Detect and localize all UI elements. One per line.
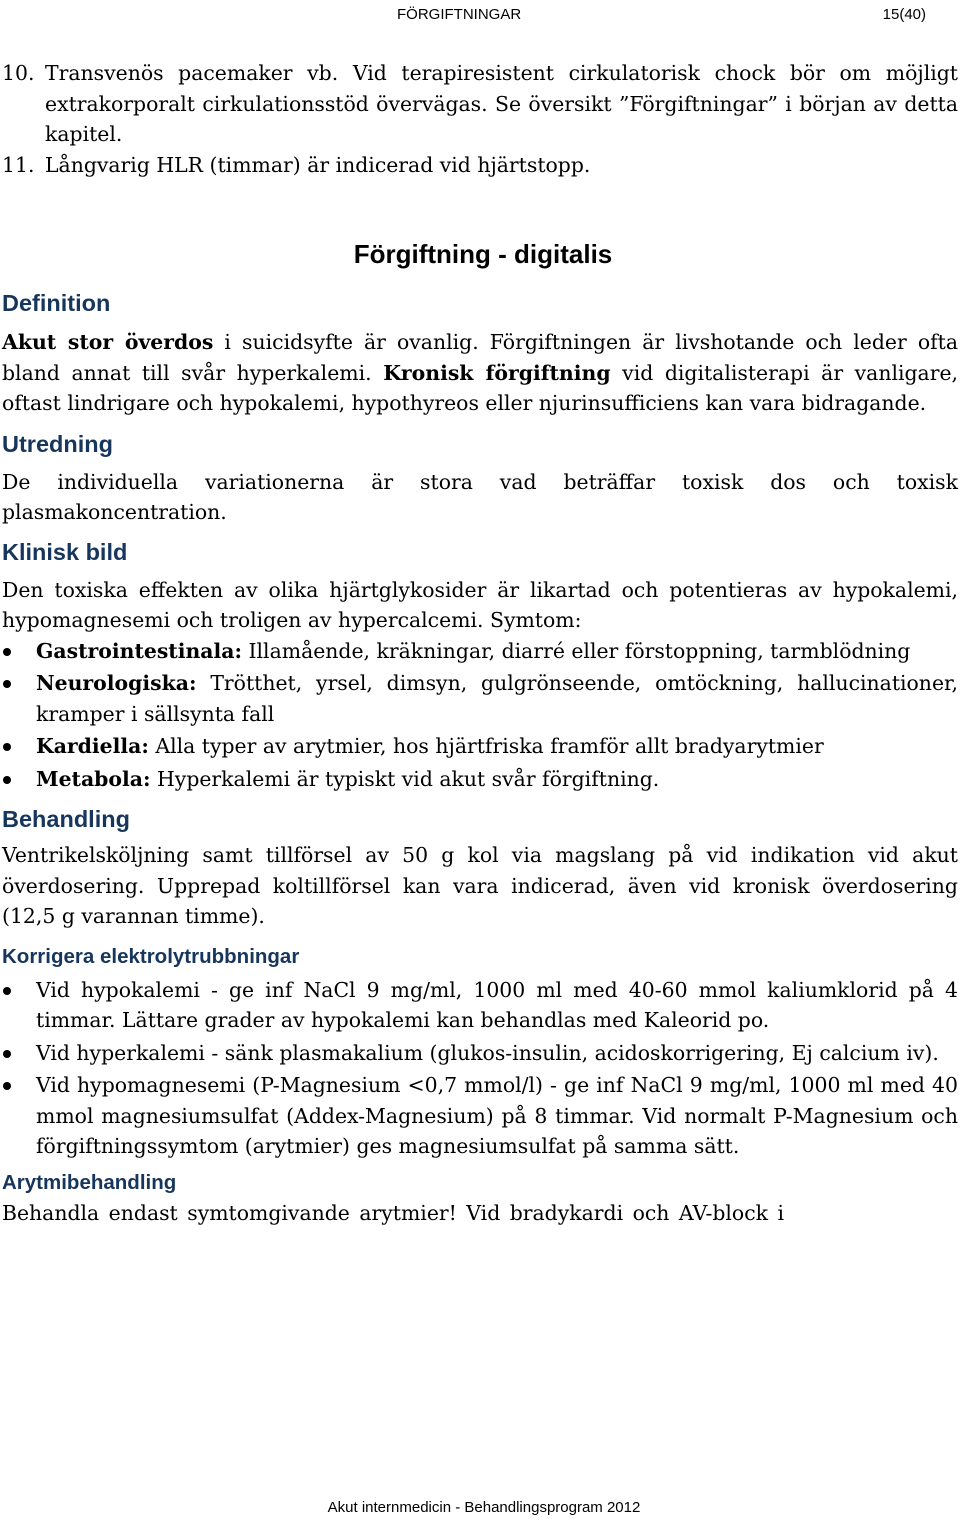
running-footer: Akut internmedicin - Behandlingsprogram 2012: [327, 1499, 641, 1516]
list-item: Metabola: Hyperkalemi är typiskt vid akut svår förgiftning.: [2, 764, 958, 795]
list-number: 11.: [2, 152, 35, 177]
bold-term: Kronisk förgiftning: [383, 360, 611, 385]
bullet-icon: [3, 987, 11, 995]
bullet-icon: [3, 1082, 11, 1090]
page-number: 15(40): [882, 6, 926, 23]
continued-numbered-list: [2, 58, 958, 180]
definition-paragraph: Akut stor överdos i suicidsyfte är ovanlig. Förgiftningen är livshotande och leder ofta bland annat till svår hyperkalemi. Kronisk förgiftning vid digitalisterapi är vanligare, oftast lindrigare och hypokalemi, hypothyreos eller njurinsufficiens kan vara bidragande.: [2, 330, 959, 415]
chapter-title: Förgiftning - digitalis: [353, 239, 613, 269]
list-item: Vid hyperkalemi - sänk plasmakalium (glukos-insulin, acidoskorrigering, Ej calcium iv).: [2, 1038, 958, 1069]
running-title: FÖRGIFTNINGAR: [397, 6, 522, 23]
list-item: Vid hypokalemi - ge inf NaCl 9 mg/ml, 1000 ml med 40-60 mmol kaliumklorid på 4 timmar. Lättare grader av hypokalemi kan behandlas med Kaleorid po.: [2, 975, 958, 1036]
section-heading-klinisk-bild: Klinisk bild: [2, 538, 128, 565]
list-text: Transvenös pacemaker vb. Vid terapiresistent cirkulatorisk chock bör om möjligt extrakorporalt cirkulationsstöd övervägas. Se översikt ”Förgiftningar” i början av detta kapitel.: [45, 61, 958, 146]
electrolyte-list: [2, 975, 958, 1162]
list-item: [2, 58, 958, 150]
bullet-icon: [3, 680, 11, 688]
symptom-list: [2, 636, 958, 795]
subheading-arytmibehandling: Arytmibehandling: [2, 1170, 177, 1194]
klinisk-paragraph: Den toxiska effekten av olika hjärtglykosider är likartad och potentieras av hypokalemi, hypomagnesemi och troligen av hypercalcemi. Symtom:: [2, 577, 958, 632]
bullet-icon: [3, 743, 11, 751]
subheading-korrigera: Korrigera elektrolytrubbningar: [2, 944, 300, 968]
section-heading-utredning: Utredning: [2, 430, 113, 457]
list-item: Gastrointestinala: Illamående, kräkningar, diarré eller förstoppning, tarmblödning: [2, 636, 958, 667]
section-heading-definition: Definition: [2, 290, 111, 316]
running-header: [0, 6, 960, 26]
list-item: Vid hypomagnesemi (P-Magnesium <0,7 mmol/l) - ge inf NaCl 9 mg/ml, 1000 ml med 40 mmol magnesiumsulfat (Addex-Magnesium) på 8 timmar. Vid normalt P-Magnesium och förgiftningssymtom (arytmier) ges magnesiumsulfat på samma sätt.: [2, 1070, 958, 1162]
page-content: [2, 58, 958, 1228]
bullet-icon: [3, 648, 11, 656]
bullet-icon: [3, 1050, 11, 1058]
section-heading-behandling: Behandling: [2, 806, 130, 832]
arytmi-paragraph: Behandla endast symtomgivande arytmier! Vid bradykardi och AV-block i: [2, 1200, 784, 1225]
behandling-paragraph: Ventrikelsköljning samt tillförsel av 50 g kol via magslang på vid indikation vid akut överdosering. Upprepad koltillförsel kan vara indicerad, även vid kronisk överdosering (12,5 g varannan timme).: [2, 843, 958, 928]
list-item: Kardiella: Alla typer av arytmier, hos hjärtfriska framför allt bradyarytmier: [2, 731, 958, 762]
list-item: Neurologiska: Trötthet, yrsel, dimsyn, gulgrönseende, omtöckning, hallucinationer, kramper i sällsynta fall: [2, 668, 958, 729]
bullet-icon: [3, 776, 11, 784]
list-text: Långvarig HLR (timmar) är indicerad vid hjärtstopp.: [45, 152, 591, 177]
bold-term: Akut stor överdos: [2, 330, 214, 354]
utredning-paragraph: De individuella variationerna är stora vad beträffar toxisk dos och toxisk plasmakoncentration.: [2, 469, 958, 524]
list-item: [2, 150, 958, 181]
list-number: 10.: [2, 61, 35, 85]
